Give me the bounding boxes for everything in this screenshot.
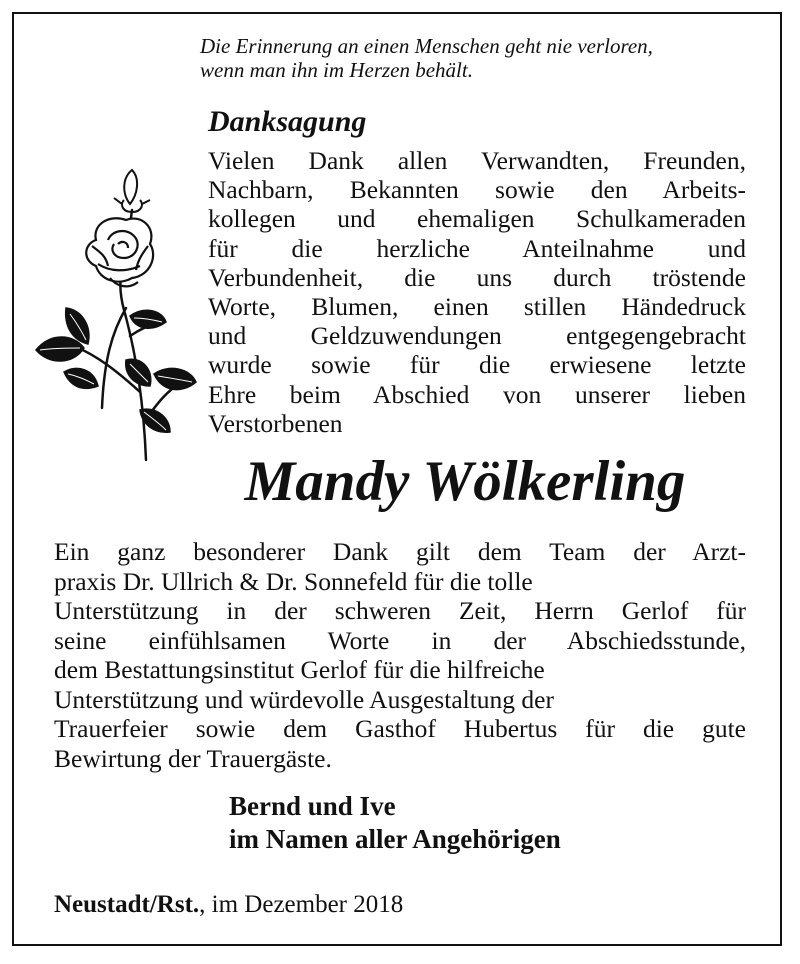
thanks-line: Bewirtung der Trauergäste. [54, 743, 332, 773]
intro-line: und Geldzuwendungen entgegengebracht [208, 321, 746, 351]
intro-line: Ehre beim Abschied von unserer lieben [208, 379, 746, 409]
deceased-name: Mandy Wölkerling [244, 450, 686, 513]
signature-line: im Namen aller Angehörigen [229, 824, 561, 854]
place-town: Neustadt/Rst. [54, 891, 200, 918]
thanks-line: Ein ganz besonderer Dank gilt dem Team der Arzt- [54, 537, 746, 566]
intro-line: Worte, Blumen, einen stillen Händedruck [208, 292, 746, 322]
thanks-line: Unterstützung in der schweren Zeit, Herrn Gerlof für [54, 596, 746, 625]
place-date [54, 890, 403, 920]
intro-paragraph [208, 146, 746, 438]
heading-danksagung: Danksagung [208, 105, 367, 138]
intro-line: wurde sowie für die erwiesene letzte [208, 350, 746, 380]
intro-line: Vielen Dank allen Verwandten, Freunden, [208, 146, 746, 175]
thanks-line: praxis Dr. Ullrich & Dr. Sonnefeld für die tolle [54, 566, 533, 596]
thanks-paragraph [54, 537, 746, 773]
intro-line: Nachbarn, Bekannten sowie den Arbeits- [208, 175, 746, 205]
place-date-text: , im Dezember 2018 [199, 891, 404, 918]
thanks-line: dem Bestattungsinstitut Gerlof für die hilfreiche [54, 655, 545, 684]
motto [200, 34, 760, 82]
motto-line: wenn man ihn im Herzen behält. [200, 58, 473, 82]
motto-line: Die Erinnerung an einen Menschen geht nie verloren, [200, 34, 653, 58]
intro-line: für die herzliche Anteilnahme und [208, 233, 746, 263]
rose-icon [26, 160, 206, 480]
intro-line: kollegen und ehemaligen Schulkameraden [208, 204, 746, 234]
thanks-line: Trauerfeier sowie dem Gasthof Hubertus für die gute [54, 714, 746, 743]
thanks-line: Unterstützung und würdevolle Ausgestaltung der [54, 684, 554, 714]
intro-line: Verbundenheit, die uns durch tröstende [208, 262, 746, 292]
thanks-line: seine einfühlsamen Worte in der Abschiedsstunde, [54, 625, 746, 655]
intro-line: Verstorbenen [208, 408, 343, 438]
signature-line: Bernd und Ive [229, 791, 396, 821]
signature [229, 790, 561, 856]
